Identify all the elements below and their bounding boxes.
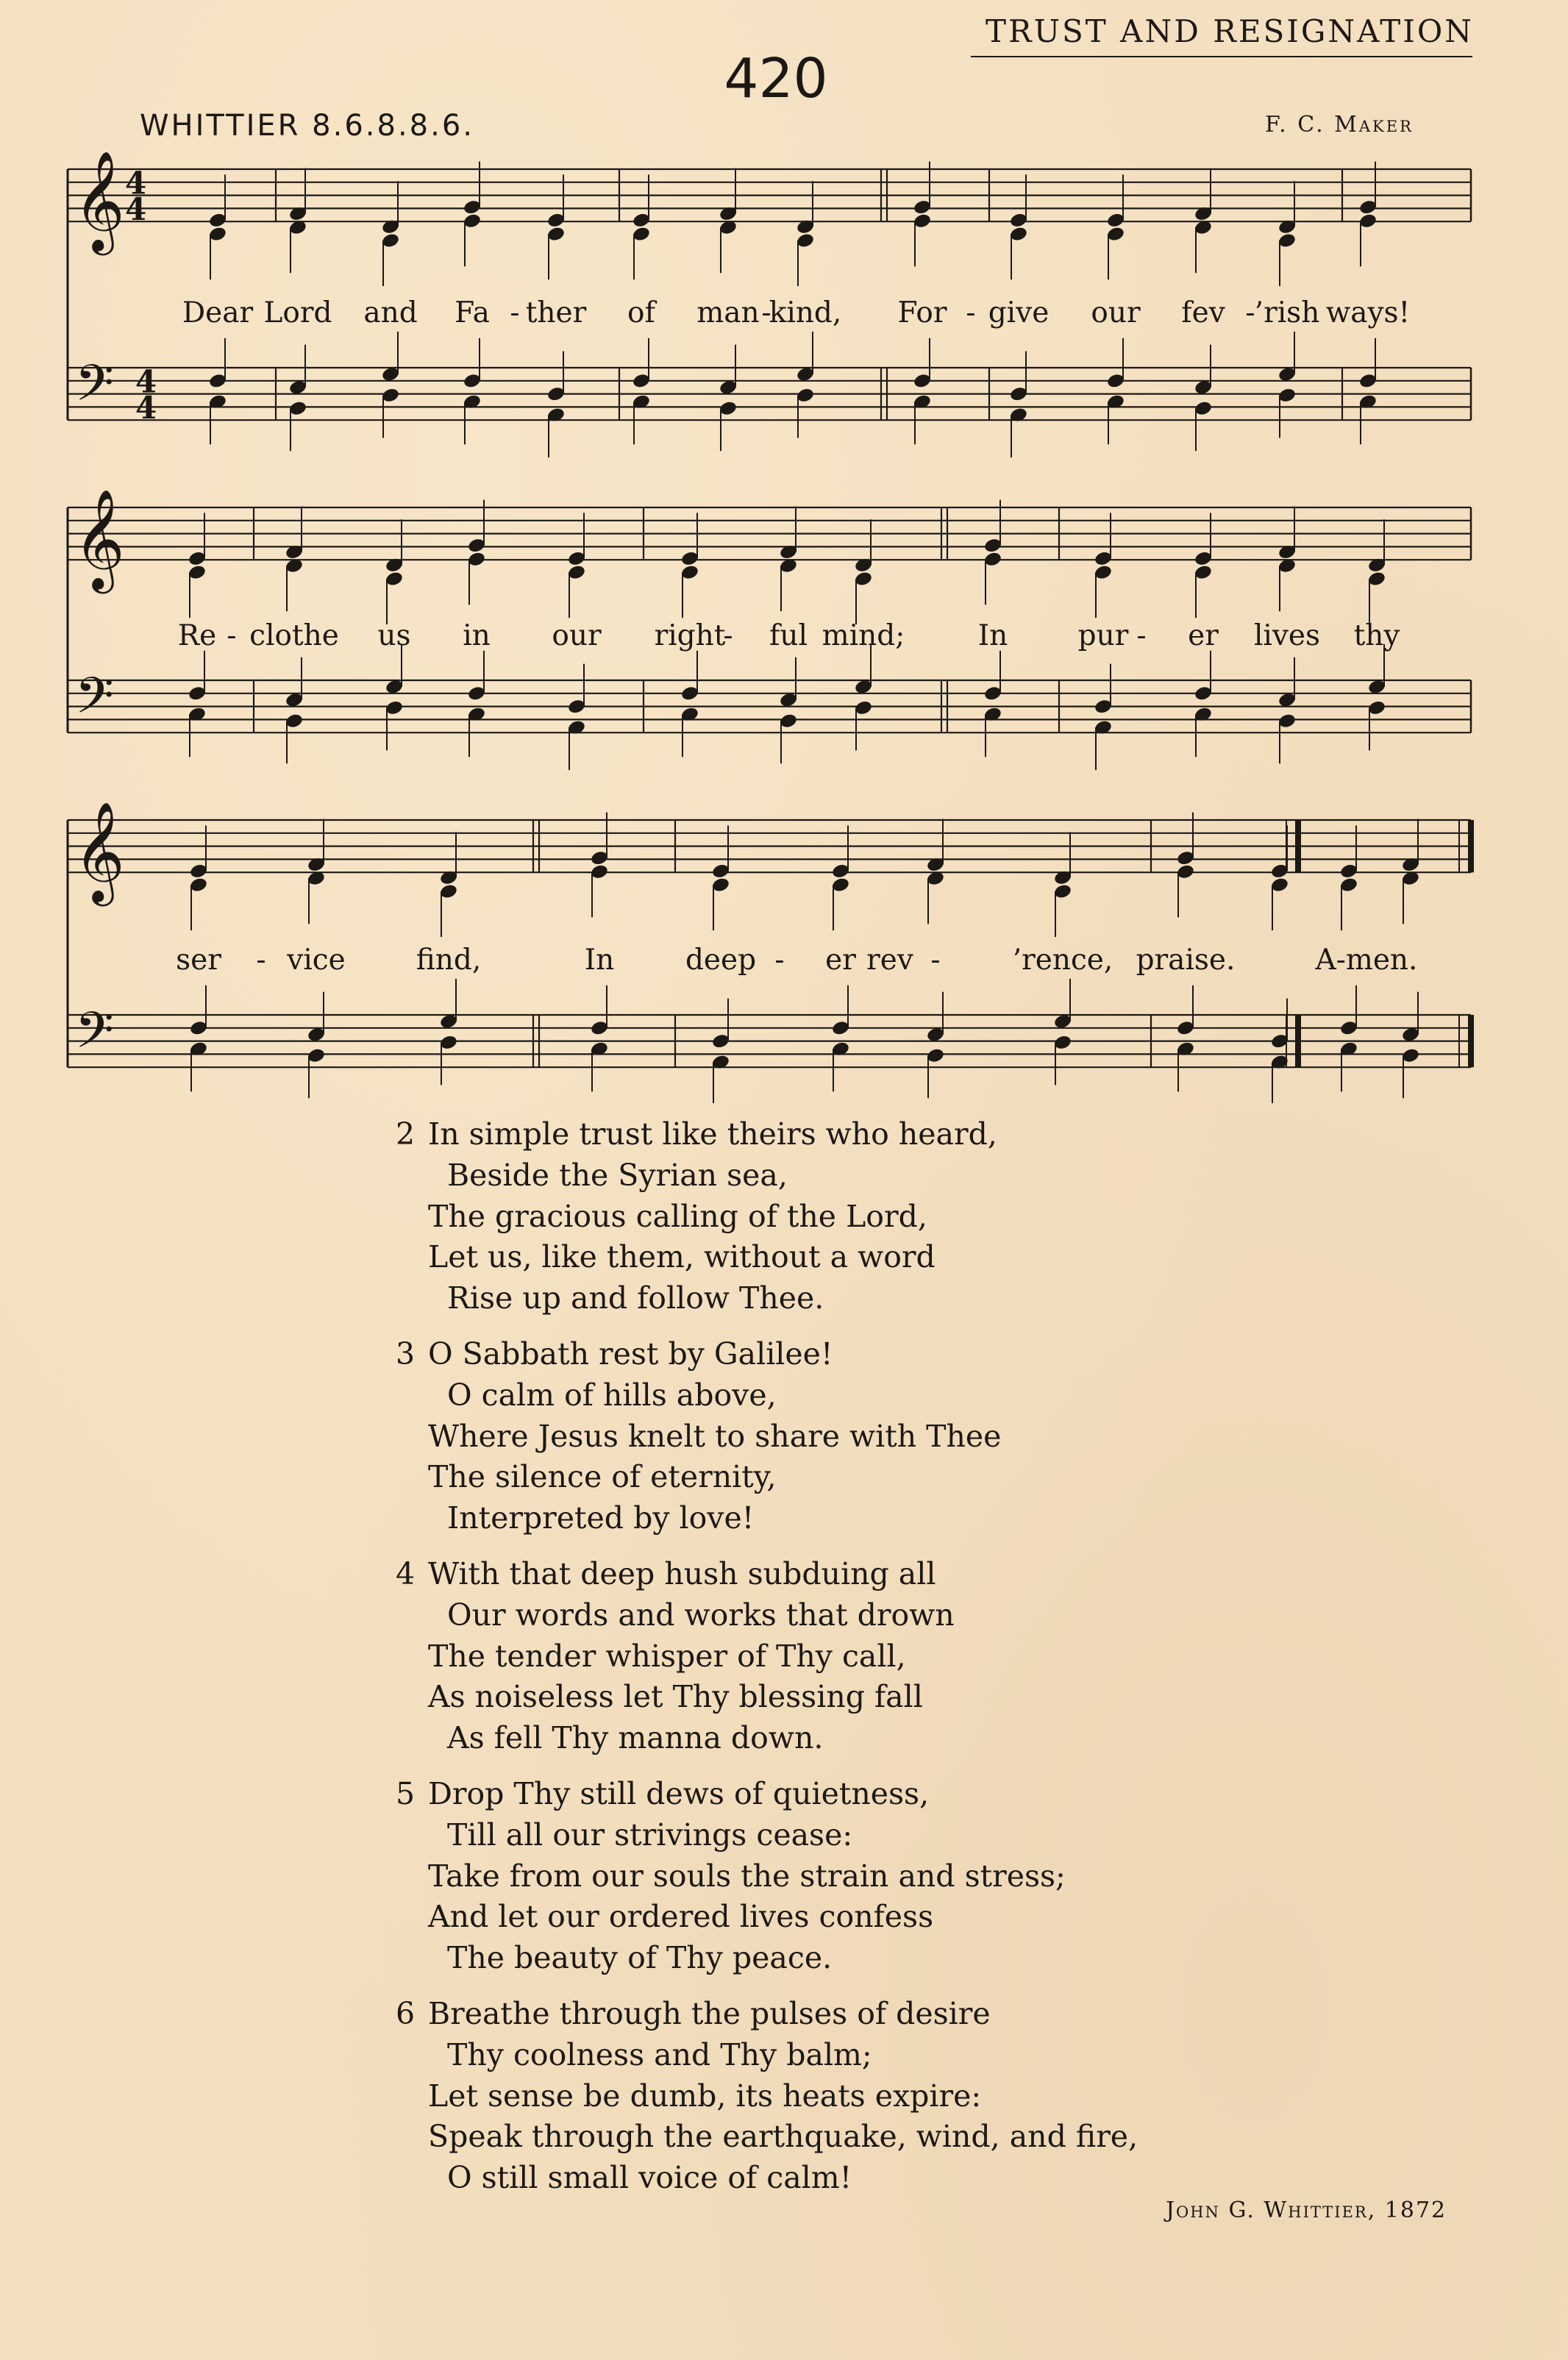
- lyric-hyphen: -: [723, 619, 733, 652]
- stanza-line: Till all our strivings cease:: [447, 1817, 853, 1853]
- stanza-number: 2: [396, 1116, 416, 1152]
- stanza-line: Beside the Syrian sea,: [447, 1157, 788, 1193]
- stanza-line: Where Jesus knelt to share with Thee: [428, 1418, 1002, 1454]
- lyric-syllable: ways!: [1325, 296, 1411, 329]
- stanza-line: 4 With that deep hush subduing all: [382, 1554, 1191, 1595]
- stanza-line: Our words and works that drown: [447, 1597, 955, 1633]
- lyric-syllable: lives: [1253, 619, 1321, 652]
- lyric-syllable: fev: [1181, 296, 1225, 329]
- stanza-line: Let us, like them, without a word: [428, 1239, 936, 1275]
- lyric-syllable: For: [897, 296, 947, 329]
- stanza-line: Take from our souls the strain and stress;: [428, 1858, 1066, 1894]
- final-barline: [1295, 1015, 1301, 1067]
- lyric-hyphen: -: [761, 296, 771, 329]
- stanza-line: And let our ordered lives confess: [428, 1899, 934, 1935]
- stanza-number: 5: [396, 1775, 416, 1811]
- hymn-number: 420: [724, 47, 828, 110]
- treble-clef-icon: 𝄞: [74, 800, 125, 902]
- section-title: TRUST AND RESIGNATION: [985, 13, 1474, 49]
- lyric-syllable: our: [1091, 296, 1141, 329]
- lyric-syllable: our: [552, 619, 602, 652]
- lyric-syllable: and: [363, 296, 418, 329]
- lyric-hyphen: -: [1136, 619, 1147, 652]
- stanza-line: The gracious calling of the Lord,: [428, 1198, 927, 1234]
- stanza-line: As noiseless let Thy blessing fall: [428, 1679, 923, 1715]
- final-barline: [1468, 820, 1474, 872]
- author-credit: John G. Whittier, 1872: [1166, 2197, 1447, 2223]
- lyric-syllable: In: [584, 944, 615, 977]
- lyric-syllable: Lord: [263, 296, 332, 329]
- time-signature: 4: [135, 363, 157, 400]
- lyric-syllable: ther: [525, 296, 587, 329]
- stanza-line: The beauty of Thy peace.: [447, 1940, 833, 1976]
- stanza-line: Rise up and follow Thee.: [447, 1280, 824, 1316]
- stanza-line: The silence of eternity,: [428, 1459, 777, 1495]
- stanza-line: O calm of hills above,: [447, 1377, 777, 1413]
- lyric-hyphen: -: [1245, 296, 1255, 329]
- final-barline: [1468, 1015, 1474, 1067]
- lyric-syllable: A-men.: [1315, 944, 1418, 977]
- lyric-syllable: ’rence,: [1012, 944, 1113, 977]
- time-signature: 4: [135, 390, 157, 427]
- stanzas: [382, 1114, 1191, 2214]
- stanza-line: O still small voice of calm!: [447, 2160, 852, 2196]
- lyric-syllable: ser: [176, 944, 221, 977]
- lyric-syllable: of: [627, 296, 655, 329]
- treble-clef-icon: 𝄞: [74, 488, 125, 590]
- lyric-syllable: right: [654, 619, 726, 652]
- lyric-hyphen: -: [227, 619, 237, 652]
- treble-clef-icon: 𝄞: [74, 149, 125, 252]
- lyric-syllable: er: [1188, 619, 1219, 652]
- lyric-syllable: thy: [1353, 619, 1400, 652]
- lyric-syllable: Re: [177, 619, 217, 652]
- stanza-number: 3: [396, 1336, 416, 1372]
- lyric-syllable: er: [825, 944, 856, 977]
- lyric-syllable: Dear: [182, 296, 254, 329]
- lyric-syllable: Fa: [455, 296, 490, 329]
- lyric-syllable: give: [988, 296, 1050, 329]
- time-signature: 4: [125, 191, 147, 228]
- stanza-line: Thy coolness and Thy balm;: [447, 2036, 872, 2072]
- lyric-syllable: praise.: [1136, 944, 1236, 977]
- lyric-hyphen: -: [510, 296, 520, 329]
- stanza-line: 6 Breathe through the pulses of desire: [382, 1994, 1191, 2035]
- stanza-4: [382, 1554, 1191, 1759]
- bass-clef-icon: 𝄢: [75, 354, 114, 425]
- stanza-number: 4: [396, 1555, 416, 1591]
- composer: F. C. Maker: [1265, 112, 1414, 138]
- lyric-syllable: pur: [1077, 619, 1129, 652]
- stanza-2: [382, 1114, 1191, 1319]
- lyric-hyphen: -: [256, 944, 266, 977]
- lyric-hyphen: -: [774, 944, 785, 977]
- bass-clef-icon: 𝄢: [75, 1002, 114, 1072]
- stanza-line: 2 In simple trust like theirs who heard,: [382, 1114, 1191, 1155]
- stanza-line: Let sense be dumb, its heats expire:: [428, 2078, 982, 2114]
- stanza-line: Speak through the earthquake, wind, and fire,: [428, 2119, 1138, 2155]
- stanza-number: 6: [396, 1995, 416, 2031]
- time-signature: 4: [125, 165, 147, 202]
- lyric-syllable: deep: [685, 944, 757, 977]
- bass-clef-icon: 𝄢: [75, 667, 114, 738]
- lyric-syllable: vice: [287, 944, 346, 977]
- lyric-syllable: In: [977, 619, 1008, 652]
- music-score: [0, 0, 1568, 1103]
- lyric-syllable: mind;: [822, 619, 905, 652]
- tune-name: WHITTIER 8.6.8.8.6.: [140, 109, 474, 143]
- stanza-6: [382, 1994, 1191, 2199]
- lyric-syllable: find,: [416, 944, 482, 977]
- stanza-line: As fell Thy manna down.: [447, 1720, 824, 1756]
- stanza-5: [382, 1774, 1191, 1979]
- lyric-hyphen: -: [966, 296, 976, 329]
- lyric-syllable: kind,: [769, 296, 842, 329]
- stanza-3: [382, 1334, 1191, 1539]
- lyric-syllable: rev: [866, 944, 913, 977]
- lyric-syllable: ful: [769, 619, 808, 652]
- lyric-hyphen: -: [930, 944, 941, 977]
- stanza-line: The tender whisper of Thy call,: [428, 1638, 906, 1674]
- stanza-line: 3 O Sabbath rest by Galilee!: [382, 1334, 1191, 1375]
- final-barline: [1295, 820, 1301, 872]
- lyric-syllable: man: [696, 296, 760, 329]
- stanza-line: 5 Drop Thy still dews of quietness,: [382, 1774, 1191, 1815]
- lyric-syllable: clothe: [249, 619, 339, 652]
- lyric-syllable: in: [463, 619, 491, 652]
- lyric-syllable: us: [377, 619, 411, 652]
- lyric-syllable: ’rish: [1254, 296, 1320, 329]
- stanza-line: Interpreted by love!: [447, 1500, 755, 1536]
